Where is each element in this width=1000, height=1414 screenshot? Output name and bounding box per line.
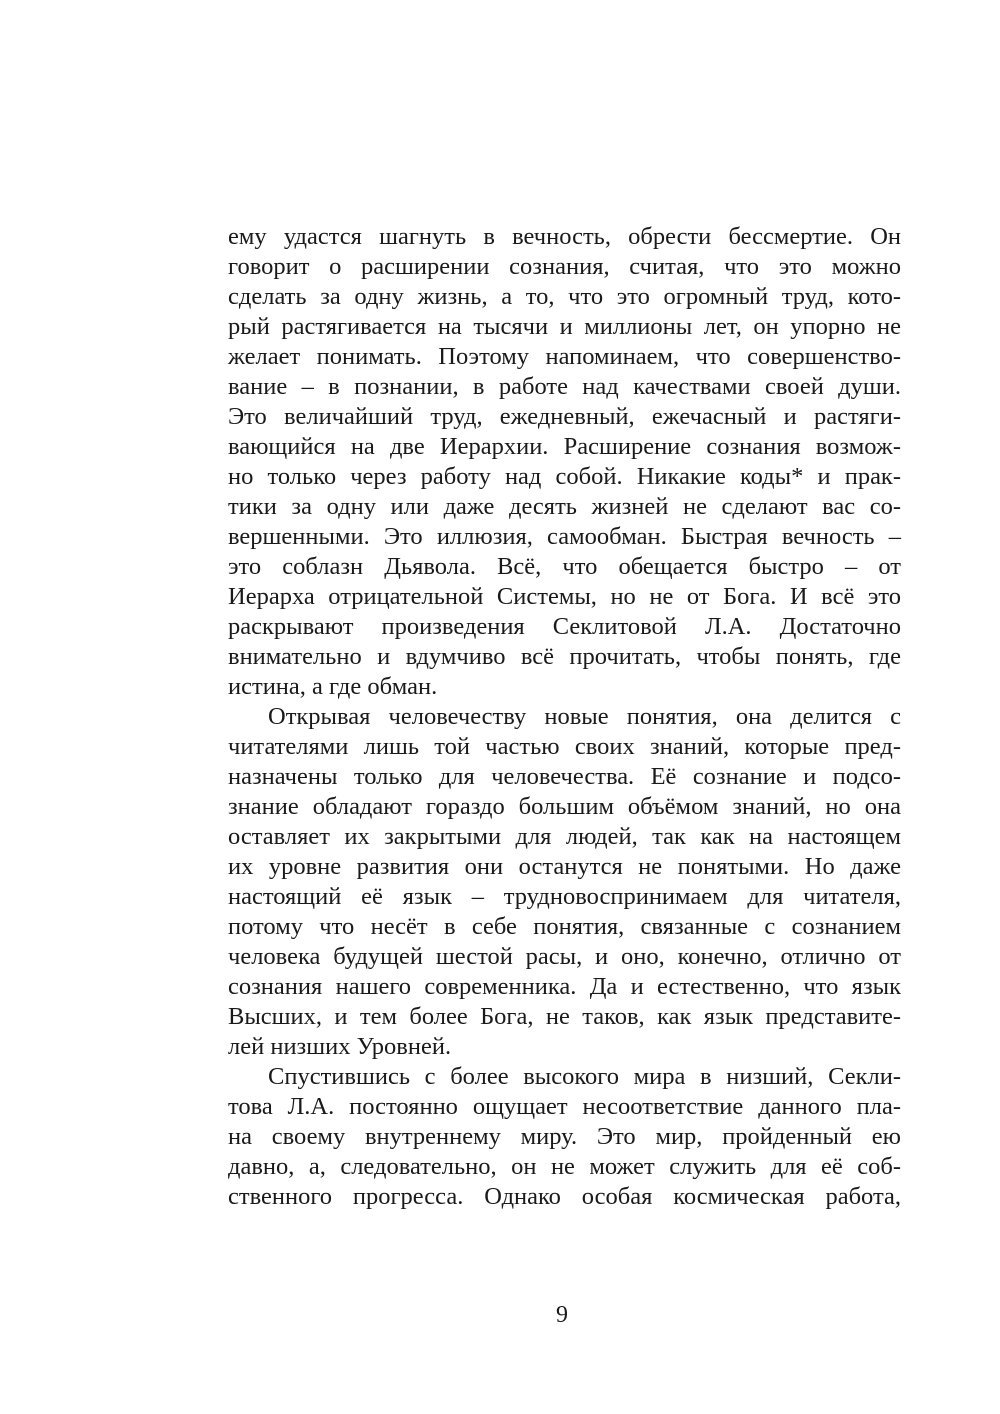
paragraph-3 — [228, 1062, 901, 1212]
text-line: назначены только для человечества. Её сознание и подсо- — [228, 763, 901, 790]
text-line: настоящий её язык – трудновоспринимаем для читателя, — [228, 883, 901, 910]
text-line: това Л.А. постоянно ощущает несоответствие данного пла- — [228, 1093, 901, 1120]
page-number: 9 — [556, 1302, 568, 1328]
paragraph-1 — [228, 222, 901, 702]
text-line: сделать за одну жизнь, а то, что это огромный труд, кото- — [228, 283, 901, 310]
text-line: читателями лишь той частью своих знаний, которые пред- — [228, 733, 901, 760]
text-line: Иерарха отрицательной Системы, но не от Бога. И всё это — [228, 583, 901, 610]
text-line: оставляет их закрытыми для людей, так как на настоящем — [228, 823, 901, 850]
text-line: ственного прогресса. Однако особая космическая работа, — [228, 1183, 901, 1210]
text-line: внимательно и вдумчиво всё прочитать, чтобы понять, где — [228, 643, 901, 670]
text-line: рый растягивается на тысячи и миллионы лет, он упорно не — [228, 313, 901, 340]
text-line: желает понимать. Поэтому напоминаем, что совершенство- — [228, 343, 901, 370]
text-line: потому что несёт в себе понятия, связанные с сознанием — [228, 913, 901, 940]
text-line: Высших, и тем более Бога, не таков, как язык представите- — [228, 1003, 901, 1030]
paragraph-2 — [228, 702, 901, 1062]
text-line: человека будущей шестой расы, и оно, конечно, отлично от — [228, 943, 901, 970]
text-line: Открывая человечеству новые понятия, она делится с — [268, 703, 901, 730]
text-line: Спустившись с более высокого мира в низший, Секли- — [268, 1063, 901, 1090]
text-line: их уровне развития они останутся не понятыми. Но даже — [228, 853, 901, 880]
text-line: знание обладают гораздо большим объёмом знаний, но она — [228, 793, 901, 820]
page-number-container — [62, 1300, 1000, 1330]
text-line: раскрывают произведения Секлитовой Л.А. Достаточно — [228, 613, 901, 640]
text-line: на своему внутреннему миру. Это мир, пройденный ею — [228, 1123, 901, 1150]
text-line: истина, а где обман. — [228, 673, 438, 700]
text-line: ему удастся шагнуть в вечность, обрести бессмертие. Он — [228, 223, 901, 250]
text-line: но только через работу над собой. Никакие коды* и прак- — [228, 463, 901, 490]
text-line: давно, а, следовательно, он не может служить для её соб- — [228, 1153, 901, 1180]
text-line: Это величайший труд, ежедневный, ежечасный и растяги- — [228, 403, 901, 430]
text-line: вание – в познании, в работе над качествами своей души. — [228, 373, 901, 400]
text-line: вершенными. Это иллюзия, самообман. Быстрая вечность – — [228, 523, 901, 550]
page-body — [228, 222, 901, 1212]
text-line: вающийся на две Иерархии. Расширение сознания возмож- — [228, 433, 901, 460]
text-line: говорит о расширении сознания, считая, что это можно — [228, 253, 901, 280]
text-line: лей низших Уровней. — [228, 1033, 452, 1060]
text-line: это соблазн Дьявола. Всё, что обещается быстро – от — [228, 553, 901, 580]
text-line: сознания нашего современника. Да и естественно, что язык — [228, 973, 901, 1000]
text-line: тики за одну или даже десять жизней не сделают вас со- — [228, 493, 901, 520]
